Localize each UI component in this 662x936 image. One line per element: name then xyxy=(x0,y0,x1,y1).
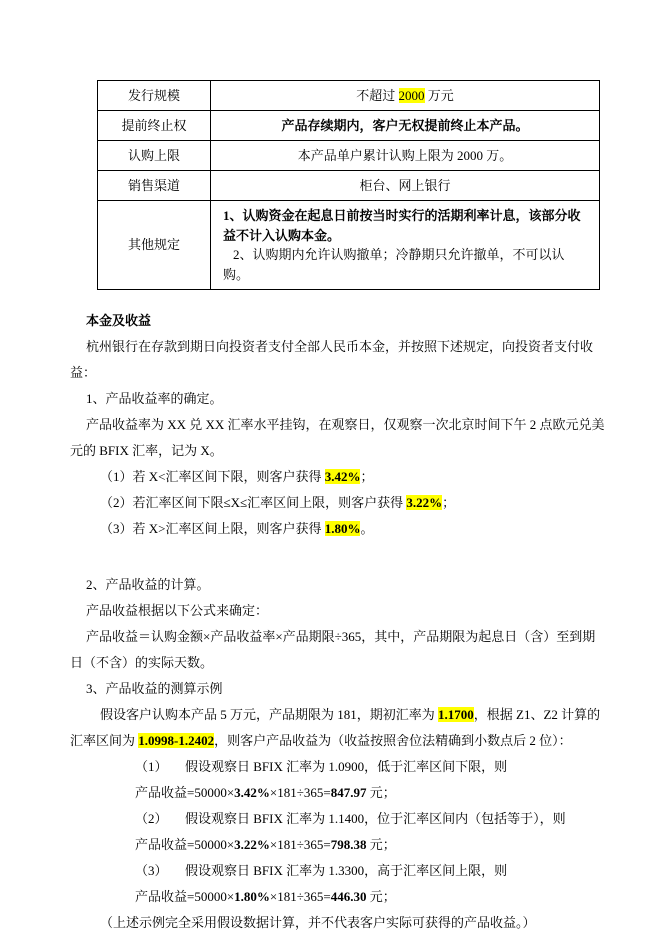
item1-title: 1、产品收益率的确定。 xyxy=(86,391,223,406)
calc-text: 产品收益=50000× xyxy=(135,889,235,904)
payoff-condition-2 xyxy=(70,490,608,516)
table-row-subscription-cap xyxy=(98,141,600,171)
section-heading: 本金及收益 xyxy=(86,313,152,328)
calc-text: ×181÷365= xyxy=(269,785,331,800)
table-row-issue-scale xyxy=(98,81,600,111)
example-intro xyxy=(70,702,608,754)
row-label: 销售渠道 xyxy=(98,171,211,201)
example-3-calculation xyxy=(135,884,608,910)
example-text: ，根据 Z1、Z2 计算的汇率区间为 xyxy=(70,707,601,748)
table-row-early-termination xyxy=(98,111,600,141)
example-number: （1） xyxy=(135,759,168,774)
row-label: 其他规定 xyxy=(98,201,211,290)
rate-highlight: 3.42% xyxy=(324,469,361,484)
calc-text: ×181÷365= xyxy=(269,837,331,852)
table-row-other-rules xyxy=(98,201,600,290)
example-number: （2） xyxy=(135,811,168,826)
table-row-sales-channel xyxy=(98,171,600,201)
example-text: 假设客户认购本产品 5 万元，产品期限为 181，期初汇率为 xyxy=(100,707,439,722)
initial-rate-highlight: 1.1700 xyxy=(438,707,474,722)
item2-description: 产品收益根据以下公式来确定： xyxy=(86,603,269,618)
calc-result: 798.38 xyxy=(330,837,367,852)
example-text: 假设观察日 BFIX 汇率为 1.0900，低于汇率区间下限，则 xyxy=(185,759,508,774)
highlighted-amount: 2000 xyxy=(398,87,425,103)
example-text: 假设观察日 BFIX 汇率为 1.1400，位于汇率区间内（包括等于），则 xyxy=(185,811,566,826)
row-value: 产品存续期内，客户无权提前终止本产品。 xyxy=(211,111,600,141)
income-formula: 产品收益＝认购金额×产品收益率×产品期限÷365，其中，产品期限为起息日（含）至到期日（不含）的实际天数。 xyxy=(70,629,596,670)
example-2-condition xyxy=(135,806,608,832)
row-value xyxy=(211,201,600,290)
row-label: 发行规模 xyxy=(98,81,211,111)
example-number: （3） xyxy=(135,863,168,878)
item1-description: 产品收益率为 XX 兑 XX 汇率水平挂钩，在观察日，仅观察一次北京时间下午 2 点欧元兑美元的 BFIX 汇率，记为 X。 xyxy=(70,417,605,458)
calc-text: 产品收益=50000× xyxy=(135,837,235,852)
calc-rate: 3.42% xyxy=(234,785,270,800)
other-rule-1: 1、认购资金在起息日前按当时实行的活期利率计息，该部分收益不计入认购本金。 xyxy=(223,208,581,243)
item2-title: 2、产品收益的计算。 xyxy=(86,577,210,592)
payoff-condition-3 xyxy=(70,516,608,542)
example-3-condition xyxy=(135,858,608,884)
row-value: 本产品单户累计认购上限为 2000 万。 xyxy=(211,141,600,171)
calc-text: 产品收益=50000× xyxy=(135,785,235,800)
calc-text: 元； xyxy=(366,837,396,852)
rate-range-highlight: 1.0998-1.2402 xyxy=(138,733,215,748)
intro-paragraph: 杭州银行在存款到期日向投资者支付全部人民币本金，并按照下述规定，向投资者支付收益： xyxy=(70,339,594,380)
calc-result: 847.97 xyxy=(330,785,367,800)
example-2-calculation xyxy=(135,832,608,858)
calc-rate: 3.22% xyxy=(234,837,270,852)
value-text: 不超过 xyxy=(356,87,399,103)
example-text: ，则客户产品收益为（收益按照舍位法精确到小数点后 2 位）： xyxy=(214,733,572,748)
condition-text: 。 xyxy=(360,521,374,536)
rate-highlight: 3.22% xyxy=(406,495,443,510)
other-rule-2: 2、认购期内允许认购撤单；冷静期只允许撤单，不可以认购。 xyxy=(223,247,565,282)
product-terms-table xyxy=(97,80,600,290)
condition-text: （1）若 X<汇率区间下限，则客户获得 xyxy=(100,469,325,484)
example-1-condition xyxy=(135,754,608,780)
calc-result: 446.30 xyxy=(330,889,367,904)
row-label: 提前终止权 xyxy=(98,111,211,141)
disclaimer: （上述示例完全采用假设数据计算，并不代表客户实际可获得的产品收益。） xyxy=(100,915,536,930)
value-text: 万元 xyxy=(424,87,454,103)
condition-text: （3）若 X>汇率区间上限，则客户获得 xyxy=(100,521,325,536)
item3-title: 3、产品收益的测算示例 xyxy=(86,681,223,696)
calc-text: 元； xyxy=(366,785,396,800)
principal-and-income-section xyxy=(70,308,608,936)
example-text: 假设观察日 BFIX 汇率为 1.3300，高于汇率区间上限，则 xyxy=(185,863,508,878)
rate-highlight: 1.80% xyxy=(324,521,361,536)
calc-text: 元； xyxy=(366,889,396,904)
condition-text: ； xyxy=(360,469,374,484)
payoff-condition-1 xyxy=(70,464,608,490)
row-value xyxy=(211,81,600,111)
calc-text: ×181÷365= xyxy=(269,889,331,904)
condition-text: ； xyxy=(442,495,456,510)
row-label: 认购上限 xyxy=(98,141,211,171)
calc-rate: 1.80% xyxy=(234,889,270,904)
row-value: 柜台、网上银行 xyxy=(211,171,600,201)
example-1-calculation xyxy=(135,780,608,806)
condition-text: （2）若汇率区间下限≤X≤汇率区间上限，则客户获得 xyxy=(100,495,407,510)
